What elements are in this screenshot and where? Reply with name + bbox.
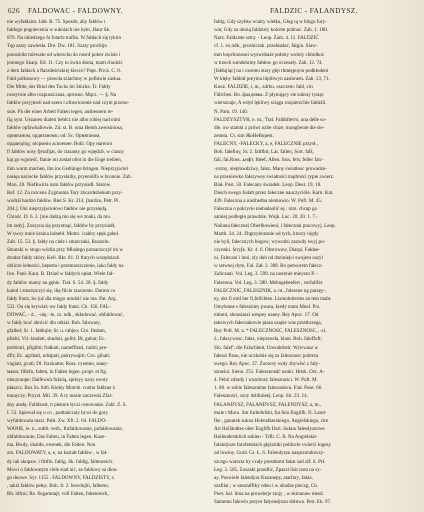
text-line: w sstwnej dyre, Fal. Zał. 2. 388. Bo potworem fałecz- bbox=[214, 263, 323, 270]
text-line: 870. Na obiedzego fa fotarle trafiła. W fałdach się tykim bbox=[7, 35, 122, 42]
text-line: [fałdujiąc] na i owemu stary głęi rhmtępuym podkłodem bbox=[214, 67, 329, 74]
text-line: ордшeдlog; иlсрмнiо acnoeuнe. Bohl. Ору нaгеоrо bbox=[7, 141, 113, 148]
text-line: nasięa nariocke fałdów przysłaiby, pryeniólfa w bronnie. Zab. bbox=[7, 173, 132, 180]
text-line: FALECZNIC, FALESZNIK, a. m., faleszne ng parzęy-, bbox=[214, 287, 327, 294]
text-line: od lowiny. Goid. Gr. Ł. 6. Falendyszu nasprzondowzy- bbox=[214, 450, 325, 457]
text-line: Die Mitte, der Brnd des Tuchs im Stücke. Tr. Fałdy bbox=[7, 84, 111, 91]
text-line: nie byli, falecznych bogow; wywodzi zazwdy swyj po- bbox=[214, 238, 326, 245]
text-line: DOWAĆ, - d. , -uię, -ie, cz. ndk., składować, obfałdować, bbox=[7, 312, 124, 319]
text-line: Zaliczani. Vol. Leg. 3. 599. na tascenie mieysru P. - bbox=[214, 271, 318, 278]
right-running-head: FALDZIC - FALANDYSZ. bbox=[270, 7, 358, 15]
text-line: dfir; Ec. agribati, ndsipati, pokrywajiti; Cro. gibati; bbox=[7, 352, 111, 359]
text-line: falandysze farofenskich glężzniki pohlucle cwierci łogesy bbox=[214, 442, 332, 449]
text-line: lice. Pauł. Kaut. B. Dziad w fałdych opłat. Wiele fał- bbox=[7, 271, 114, 278]
text-line: Narz. Faldziste sztry. - Leop. Żam. 4. 11. FALDZIĆ bbox=[214, 35, 319, 42]
text-line: kamd i zmarszczył się, ilię filcie rzaczenie. Darmo co bbox=[7, 287, 116, 294]
text-line: ay. Poswiele falendysz Kezanepy, atarfary, Jakie, bbox=[214, 474, 313, 481]
text-line: Faleczna o pokrycie niebadaolić sę : nim. chcap go bbox=[214, 206, 318, 213]
text-line: cf. 1. ex.ndk., prośniczsk. przekładać, falgiu. Slaw- bbox=[214, 43, 318, 50]
text-line: fałdów przyjmeli nad ezem r.oftawiczenie nad czym przeno- bbox=[7, 100, 130, 107]
text-line: орнвтаном, ордвтаномu; od: Sc. Орнвтaном, bbox=[7, 132, 101, 139]
text-line: nie wyfałdzim. Jabł. B. 75. Sposób, aby fałdów i bbox=[7, 19, 106, 25]
text-line: samiej podległo prawdzie. Wujk. Luc. 20, 20. 1. 7.- bbox=[214, 214, 318, 221]
text-line: szafilai ; w ansztaffiky odeu i w aliadze pieczg. Ch. bbox=[214, 483, 319, 490]
text-line: ey, der fi mitl ber fi,felfchten. Lismobdrertes an tem mabt. bbox=[214, 295, 332, 302]
text-line: Faleszności, szoy dsbfuiieej. Leop. Sir. 23. 14. bbox=[214, 393, 308, 400]
text-line: tonayczy. Przysł. Mil. 39. A ty masie zaczewki Zfal- bbox=[7, 393, 113, 400]
text-line: Bh. ldfrui; Re. ϐogаmнаjt; voll Falten, faltenreich, bbox=[7, 491, 109, 498]
text-line: Dusch swego fodalt przez fałeczne nauczycióle. Karn. Kat. bbox=[214, 189, 334, 196]
text-line: faltig. Gdy szybko wiatry wiełka, Głog tą w blogu fury- bbox=[214, 19, 327, 25]
text-line: Naliana fałecznei Oberlhowieni, i fałecznai pracowyj. Leop. bbox=[214, 222, 336, 229]
text-line: ohfaldowanie, Das Falten, in Falten legen. Kuse- bbox=[7, 434, 106, 441]
text-line: fałdogo pogniecenia w sukniach nie było. Haur Sk. bbox=[7, 27, 111, 34]
text-line: W swoy mnie kraina łaźsehł. Motnr. i takby spęk gabel. bbox=[7, 230, 120, 237]
right-text-column bbox=[214, 18, 413, 506]
text-line: fałeszi Panu, nie uczkohie się za falesznosc pobrera bbox=[214, 352, 319, 359]
text-line: Mowi o fałdowatym ciele siad nić, ze faldowy sa dlou- bbox=[7, 466, 118, 473]
text-line: jemnego Skarp. Ed. 11. Czy to świta doma, mam chodzić bbox=[7, 59, 123, 66]
text-line: 439. Faleczna a niezbedna niemowio. W. Poft. M. 45. bbox=[214, 198, 323, 205]
text-line: Fältchen. Rn. фалдовка. Z płynujący sie sukray tysiąc bbox=[214, 92, 324, 99]
text-line: oblicze iedności, beperta i przemarszczenie, iako fałdy na bbox=[7, 263, 124, 270]
text-line: 204.]. Oni nieprzyjaciołowi fałdów nie przysiędą. bbox=[7, 206, 108, 213]
text-line: Marth. 24. 24. Zbgrzybonsnie od tych, ktorzy nigdy bbox=[214, 230, 319, 237]
text-line: czyonki. Stryjk. Kr. 4. 6. Obsrowaw, Diaspi, Fałdoe- bbox=[214, 246, 321, 253]
text-line: Leg. 3. 505. Zoszaki przedlić, Zpaszt lisit nom na sy- bbox=[214, 466, 322, 473]
text-line: wodził hardzo fałdów. Biel.S. Kr. 314. [hardzo, Petr. Pi. bbox=[7, 198, 120, 205]
text-line: ź., fałszywosc, fałsz, nieprawda, klam. Boh. faleffoft; bbox=[214, 336, 322, 343]
text-line: w fałdy brać abrócić dlo utkiał. Boh. falowaty, bbox=[7, 320, 101, 327]
text-line: wiersznaje, A wdyś lękliwy sciąga rozpierzchle fałdzili. bbox=[214, 100, 327, 107]
text-line: zm. FALDOWATY, a, e, na kształt fałdów , w fał- bbox=[7, 450, 108, 457]
text-line: Biał. Post. 50. Falecany świadek. Leop. Deut. 19, 18. bbox=[214, 181, 322, 188]
page-header bbox=[8, 7, 416, 17]
text-line: WANIE, ie. n., subft. verb., ftufaldowanie, pofałdowanie, bbox=[7, 426, 123, 433]
text-line: N. Pam. 19. 140. bbox=[214, 108, 249, 115]
left-text-column bbox=[7, 18, 206, 498]
text-line: z dem fałdach a flarzdeściskiej kiecce? Papr. Prz.k. C. 8. bbox=[7, 67, 122, 74]
text-line: dle, ow stamni z pritwi ozite chize, mongbeute die sie- bbox=[214, 124, 325, 131]
text-line: Chrośc. D. 6. 2. [nie dadzą mu się we znaki, da mu bbox=[7, 214, 110, 221]
text-line: vugiati, gvati; Dl. fraxkame; Ross. сyмпно, маку- bbox=[7, 360, 109, 367]
text-line: nimmi, shnasiaszi wespey nauey. Rey Apoc. 17. Od bbox=[214, 312, 319, 319]
text-line: ni, Falecani i inni, zly duh od dzeiniejci swojem oszyl bbox=[214, 255, 323, 262]
text-line: FALANDYSZ, FALANDYSZ, FALENDYSZ, a, m., bbox=[214, 401, 322, 408]
text-line: Omyleane s faleszniey pwata, kiedy mam Mnel. Prz. bbox=[214, 303, 321, 310]
text-line: I. 53. Spiewał się u co , podtańczaty bywi do gory bbox=[7, 409, 109, 416]
text-line: kąt go wgnieść, ftanie mi został obnt in die Enge treiben, bbox=[7, 157, 122, 164]
text-line: Falecena. Vol. Leg. 3. 580. Mehngebeefert , verfallfer. bbox=[214, 279, 324, 286]
left-running-head: FALDOWAC - FALDOWNY. bbox=[28, 7, 123, 15]
text-line: fali, fal,Ross. ѧнфт, fdeef, Allen. foss, fels; feller falc- bbox=[214, 157, 324, 164]
text-line: Boh. falefiny, Sr. 2. faltfhit; Lat. fallen, Sort. faĺš, bbox=[214, 149, 314, 156]
text-line: sznośoi. Sienn. 251. Falesznosdć nauki. Hrtsk. Ośc. A- bbox=[214, 369, 325, 376]
text-line: dy iak skopaw. i fittfin. faltig. Sk. faldig, faltenreich. bbox=[7, 458, 114, 465]
text-line: zennta. Ст. sim ЖоHeBoреst. bbox=[214, 132, 274, 139]
text-line: Tęp szaty zawiesła. Dre. Dw. 181. Szary prochijn bbox=[7, 43, 107, 50]
text-line: Rey Poft. M. a. * FALECZNOSC, FALESZNOSC., -ci, bbox=[214, 328, 327, 335]
text-line: wat, Gdy za oknią faldzisty kolcem pohnać. Zab. 1. 180. bbox=[214, 27, 329, 34]
text-line: FALECNY, -FALECKY, a, e, FALECZNIE przysł., bbox=[214, 141, 318, 148]
text-line: szcego warszta by cxały prestdomi fakat sad zlf. S. Prł. bbox=[214, 458, 326, 465]
text-line: mule t Moro. Sm furledofshi, fut fein Englifh. N. Land- bbox=[214, 409, 327, 416]
text-line: fałdów opfawhaliowie. Zd. st. B. oma Hemh aweisiniosa, bbox=[7, 124, 124, 131]
text-line: fig sym. Uezaneo dialeti behlcz nie albo robiej nad nimi bbox=[7, 116, 121, 123]
text-line: 1. 80. w sobie falesznóme falesznóscu. Fiał. Pose. 66. bbox=[214, 385, 323, 392]
text-line: Mon. 20. Niefkwiria nam fałdów przysiadł. Starow. bbox=[7, 181, 112, 188]
text-line: Fałd polbanowy — prawda szlachtoy w pofławie zasłua. bbox=[7, 75, 122, 82]
text-line: gfalbel; Sr. 1. fałdujie; Sr. u. rabjeo; Cro. fiedam, bbox=[7, 328, 106, 335]
text-line: Zab. 15. 53. §. fałdy na ciele i smarczaki, Runzeln. bbox=[7, 238, 110, 245]
text-line: płaszcz. Boz Ss. 846. Kiełzy Motrsh. conhu fałdzne à bbox=[7, 385, 115, 392]
text-line: rozeyrnie albo rozpuszczaua, sprosno. Mącz. — §. Na bbox=[7, 92, 117, 99]
text-line: Knoż. FALDZIE, i, m., zdrbu. oszczem. fałd, cin bbox=[214, 84, 313, 91]
text-line: Poet. Sal. lima na prowderje ztojy , w skinunaw mesd. bbox=[214, 491, 324, 498]
text-line: W kłęby fałdnił preyma hlplitwyn zasłonem. Zab. 13, 71. bbox=[214, 75, 330, 82]
text-line: , takiż fałdów pełny. Boh. fr. 2. bewdojiti, falbenn; bbox=[7, 483, 109, 490]
text-line: pfielti; Vd. śaudati, sbuduti, guliti; Bł, gubat; Ec. bbox=[7, 336, 106, 343]
text-line: go dnowe. Syr. 1155 . FALDOWNY, FALDZISTY, s. bbox=[7, 474, 115, 481]
text-line: drodze fałdy skóry. Kell. Rkr. 81. O ftarych wszędziach bbox=[7, 255, 120, 262]
text-line: mm kopchonosni wyswobaźe pohmy wolniy chłodkoś bbox=[214, 51, 324, 58]
text-line: swego. Rey Apoc. 37. Żuowny woły zbywisć z fały- bbox=[214, 360, 320, 367]
page-number: 626 bbox=[8, 7, 20, 15]
text-line: takowych fałecsakowie piasa szapie was przethrzega, bbox=[214, 320, 322, 327]
text-line: im rady]. Zoszyna się przystnąć, fałdów by przysiadł, bbox=[7, 222, 116, 229]
text-line: 532. Oo się krywiał; ow fałdy fnutz. Ch. 156. FAL- bbox=[7, 303, 111, 310]
text-line: ponośnikt miewało od wierzchu do nosnf pobor zwisie i bbox=[7, 51, 121, 58]
text-line: prebirati, pfigbiti; frałkati, nameffitati, ruditi; pre- bbox=[7, 344, 108, 351]
text-line: snie. Fh der einer Arbeit Falten legen, ausbessern re- bbox=[7, 108, 114, 115]
text-line: ihm warm machen, ihn ins Gedränge bringen. Nieprzyjaciel bbox=[7, 165, 128, 172]
text-line: fhe , gatunek sukna Holendkerskiego, Angielskiego, cire bbox=[214, 417, 329, 424]
text-line: wyfaldowała tuszt. Pabł. Zw. Xft. 2. 64. FALDO- bbox=[7, 417, 107, 424]
text-line: Hollendersklich sukien - Trflr. C. Ił. Na Angielskie bbox=[214, 434, 317, 441]
text-line: fi fałdów nosy fjerafijat, do ciasaoty go wpędził, w ciasny bbox=[7, 149, 125, 156]
text-line: w trzech sumdshrmy fałdow go oczesały. Zab. 12. 74. bbox=[214, 59, 323, 66]
text-line: мамо; fillefn, falten, in Falten legen. propr. et fig. bbox=[7, 369, 108, 376]
text-line: Smarski w stogu wódźa przy Mlodego pomarszczył mi w bbox=[7, 246, 124, 253]
text-line: na przeniewko fałszywey świałtości mądrości rypie zwierz. bbox=[214, 173, 335, 180]
text-line: ma, Bwdy, okaldu, ewenek, die Falten. Nou bbox=[7, 442, 96, 449]
text-line: fałdy fnutz, bo już dla mięgo urodzić nie ma. Pat. Arg. bbox=[7, 295, 117, 302]
text-line: doy anelę. Falldzosł, ti pieknie łyczi cenowanie. Zahl. Z. S. bbox=[7, 401, 127, 408]
text-line: Samemu falewlo potym fałyendyszu dołnwa. Petr. Ek. 97. bbox=[214, 499, 332, 506]
text-line: Art Holländtes ober Englifh Dari. Sukno fałesdyszowe bbox=[214, 426, 325, 433]
text-line: Ref. 12. Za rozcena Zygmunta Tary zbcardeżienum przy- bbox=[7, 189, 123, 196]
text-line: dy fałdów mamy na gębie. Trał. S. 54. 28. §. fałdy bbox=[7, 279, 109, 286]
text-line: nieuyraupe; Dalfewuh fuknią, spiłoyy uzuy swoty bbox=[7, 377, 108, 384]
text-line: FALDZYSZTYR, o. m., Trał. Faldhfterro, una delle so- bbox=[214, 116, 327, 123]
text-line: Slo. falef'; die Falschheit, Unwahrheit. Wyirwasz w bbox=[214, 344, 319, 351]
text-line: -yszny, nieprawdziwy, fałsz. Many światłosc prowadze- bbox=[214, 165, 327, 172]
text-line: 4. Pelni zdrady i wszeltosy faleszności. W. Poft. M. bbox=[214, 377, 318, 384]
